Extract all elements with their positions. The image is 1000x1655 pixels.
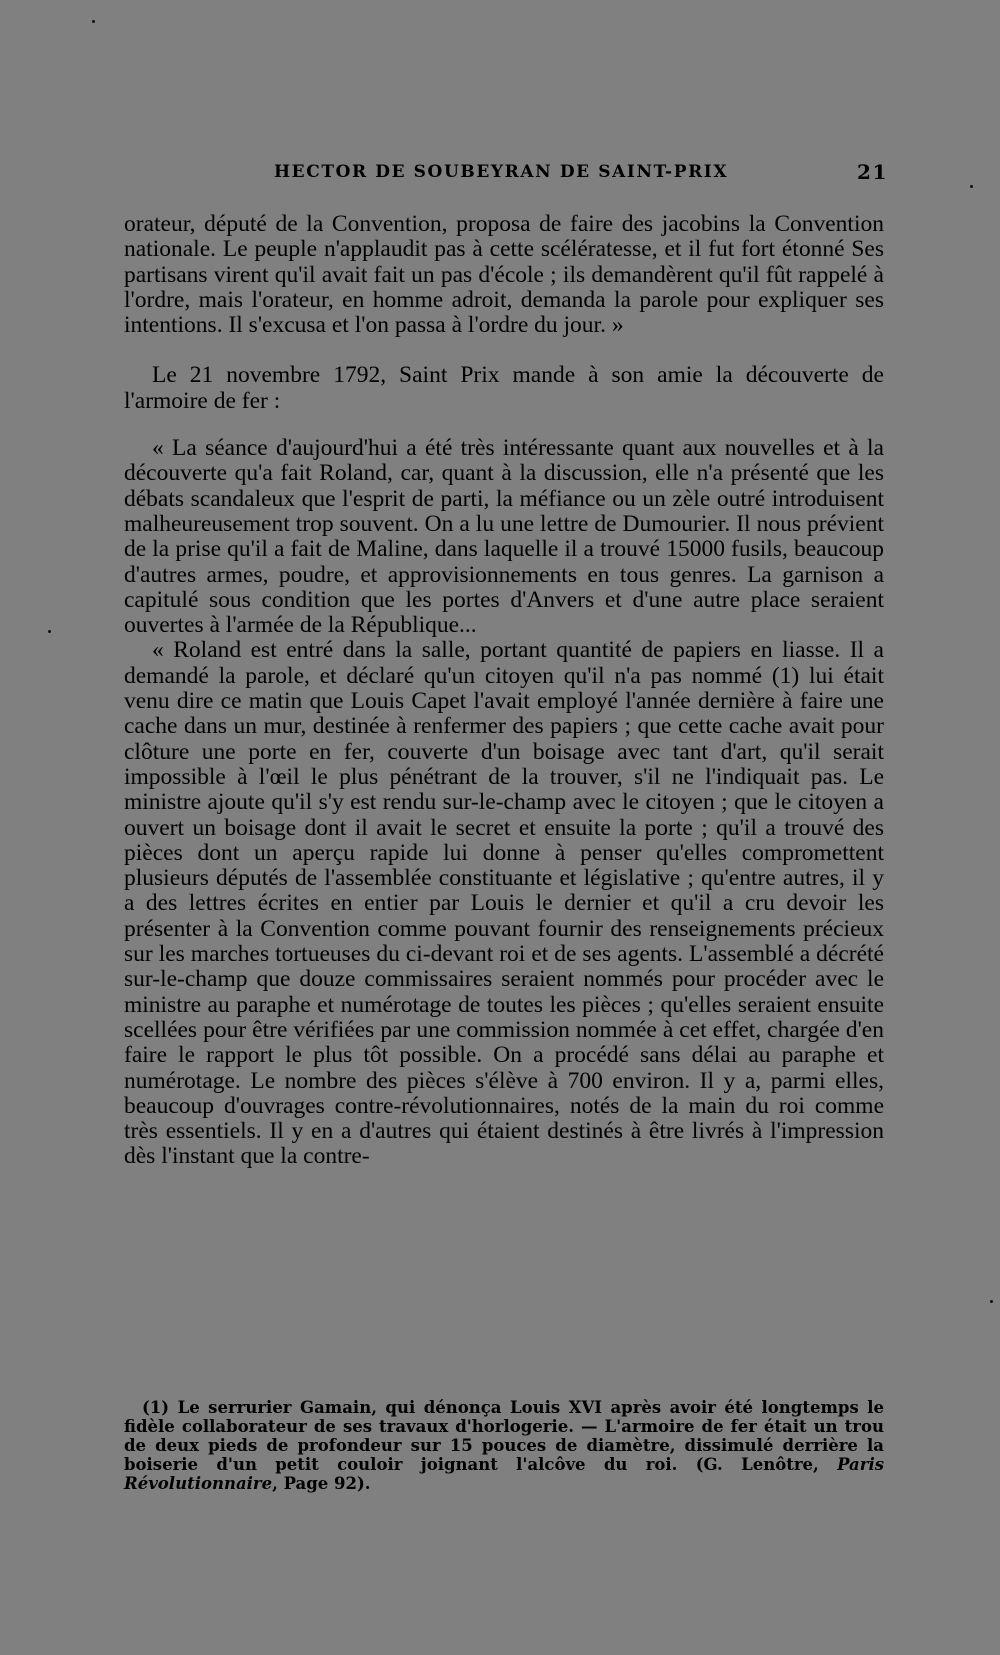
- quoted-paragraph: « Roland est entré dans la salle, portant quantité de papiers en liasse. Il a demandé la parole, et déclaré qu'un citoyen qu'il n'a pas nommé (1) lui était venu dire ce matin que Louis Capet l'avait employé l'année dernière à faire une cache dans un mur, destinée à renfermer des papiers ; que cette cache avait pour clôture une porte en fer, couverte d'un boisage avec tant d'art, qu'il serait impossible à l'œil le plus pénétrant de la trouver, s'il ne l'indiquait pas. Le ministre ajoute qu'il s'y est rendu sur-le-champ avec le citoyen ; que le citoyen a ouvert un boisage dont il avait le secret et ensuite la porte ; qu'il a trouvé des pièces dont un aperçu rapide lui donne à penser qu'elles compromettent plusieurs députés de l'assemblée constituante et législative ; qu'entre autres, il y a des lettres écrites en entier par Louis le dernier et qu'il a cru devoir les présenter à la Convention comme pouvant fournir des renseignements précieux sur les marches tortueuses du ci-devant roi et de ses agents. L'assemblé a décrété sur-le-champ que douze commissaires seraient nommés pour procéder avec le ministre au paraphe et numérotage de toutes les pièces ; qu'elles seraient ensuite scellées pour être vérifiées par une commission nommée à cet effet, chargée d'en faire le rapport le plus tôt possible. On a procédé sans délai au paraphe et numérotage. Le nombre des pièces s'élève à 700 environ. Il y a, parmi elles, beaucoup d'ouvrages contre-révolutionnaires, notés de la main du roi comme très essentiels. Il y en a d'autres qui étaient destinés à être livrés à l'impression dès l'instant que la contre-: [124, 637, 884, 1170]
- scan-speck: [970, 185, 973, 188]
- paragraph: orateur, député de la Convention, proposa de faire des jacobins la Convention nationale. Le peuple n'applaudit pas à cette scélératesse, et il fut fort étonné Ses partisans virent qu'il avait fait un pas d'école ; ils demandèrent qu'il fût rappelé à l'ordre, mais l'orateur, en homme adroit, demanda la parole pour expliquer ses intentions. Il s'excusa et l'on passa à l'ordre du jour. »: [124, 211, 884, 339]
- page-number: 21: [856, 160, 888, 184]
- running-title: HECTOR DE SOUBEYRAN DE SAINT-PRIX: [274, 162, 729, 182]
- footnote-source-tail: , Page 92).: [272, 1474, 371, 1493]
- footnote: [124, 1398, 884, 1493]
- footnote-text: (1) Le serrurier Gamain, qui dénonça Louis XVI après avoir été longtemps le fidèle collaborateur de ses travaux d'horlogerie. — L'armoire de fer était un trou de deux pieds de profondeur sur 15 pouces de diamètre, dissimulé derrière la boiserie d'un petit couloir joignant l'alcôve du roi. (G. Lenôtre,: [124, 1398, 884, 1474]
- quoted-paragraph: « La séance d'aujourd'hui a été très intéressante quant aux nouvelles et à la découverte qu'a fait Roland, car, quant à la discussion, elle n'a présenté que les débats scandaleux que l'esprit de parti, la méfiance ou un zèle outré introduisent malheureusement trop souvent. On a lu une lettre de Dumourier. Il nous prévient de la prise qu'il a fait de Maline, dans laquelle il a trouvé 15000 fusils, beaucoup d'autres armes, poudre, et approvisionnements en tous genres. La garnison a capitulé sous condition que les portes d'Anvers et d'une autre place seraient ouvertes à l'armée de la République...: [124, 435, 884, 639]
- scan-speck: [990, 1300, 993, 1303]
- page-header: [124, 158, 888, 188]
- footnote-block: [124, 1398, 884, 1493]
- footnote-source-title: Paris Révolutionnaire: [124, 1455, 884, 1493]
- body-text: [124, 212, 884, 1170]
- scan-speck: [48, 630, 51, 633]
- scan-speck: [92, 20, 95, 23]
- paragraph: Le 21 novembre 1792, Saint Prix mande à son amie la découverte de l'armoire de fer :: [124, 362, 884, 414]
